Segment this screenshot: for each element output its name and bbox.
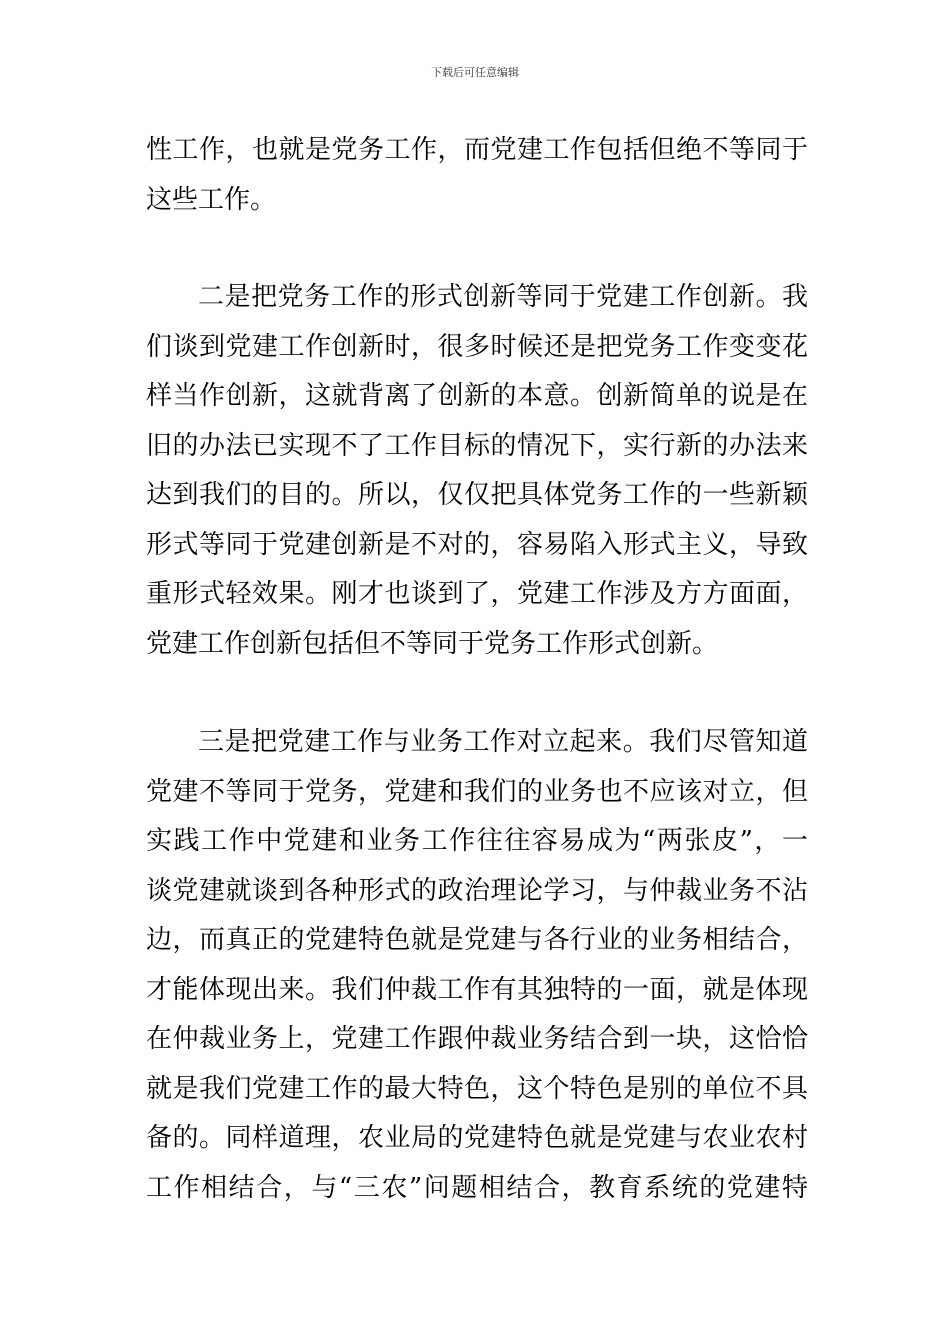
text-line: 就是我们党建工作的最大特色，这个特色是别的单位不具 [146,1073,808,1104]
text-line: 性工作，也就是党务工作，而党建工作包括但绝不等同于 [146,135,808,165]
text-line: 达到我们的目的。所以，仅仅把具体党务工作的一些新颖 [146,480,808,510]
paragraph-1 [146,126,808,225]
text-line: 才能体现出来。我们仲裁工作有其独特的一面，就是体现 [146,974,808,1005]
text-line: 样当作创新，这就背离了创新的本意。创新简单的说是在 [146,381,808,411]
text-line: 备的。同样道理，农业局的党建特色就是党建与农业农村 [146,1123,808,1153]
text-line: 实践工作中党建和业务工作往往容易成为“两张皮”，一 [146,826,808,856]
text-line: 二是把党务工作的形式创新等同于党建工作创新。我 [198,282,808,312]
page-header: 下载后可任意编辑 [431,66,519,79]
text-line: 形式等同于党建创新是不对的，容易陷入形式主义，导致 [146,529,808,560]
text-line: 在仲裁业务上，党建工作跟仲裁业务结合到一块，这恰恰 [146,1024,808,1054]
text-line: 党建工作创新包括但不等同于党务工作形式创新。 [146,628,719,659]
text-line: 这些工作。 [146,184,277,215]
text-line: 们谈到党建工作创新时，很多时候还是把党务工作变变花 [146,331,808,362]
text-line: 旧的办法已实现不了工作目标的情况下，实行新的办法来 [146,430,808,461]
text-line: 工作相结合，与“三农”问题相结合，教育系统的党建特 [146,1172,808,1203]
text-line: 边，而真正的党建特色就是党建与各行业的业务相结合， [146,925,808,955]
text-line: 重形式轻效果。刚才也谈到了，党建工作涉及方方面面， [146,579,808,609]
text-line: 谈党建就谈到各种形式的政治理论学习，与仲裁业务不沾 [146,875,808,906]
paragraph-2 [146,273,808,669]
text-line: 三是把党建工作与业务工作对立起来。我们尽管知道 [198,727,808,757]
paragraph-3 [146,718,808,1213]
text-line: 党建不等同于党务，党建和我们的业务也不应该对立，但 [146,776,808,807]
